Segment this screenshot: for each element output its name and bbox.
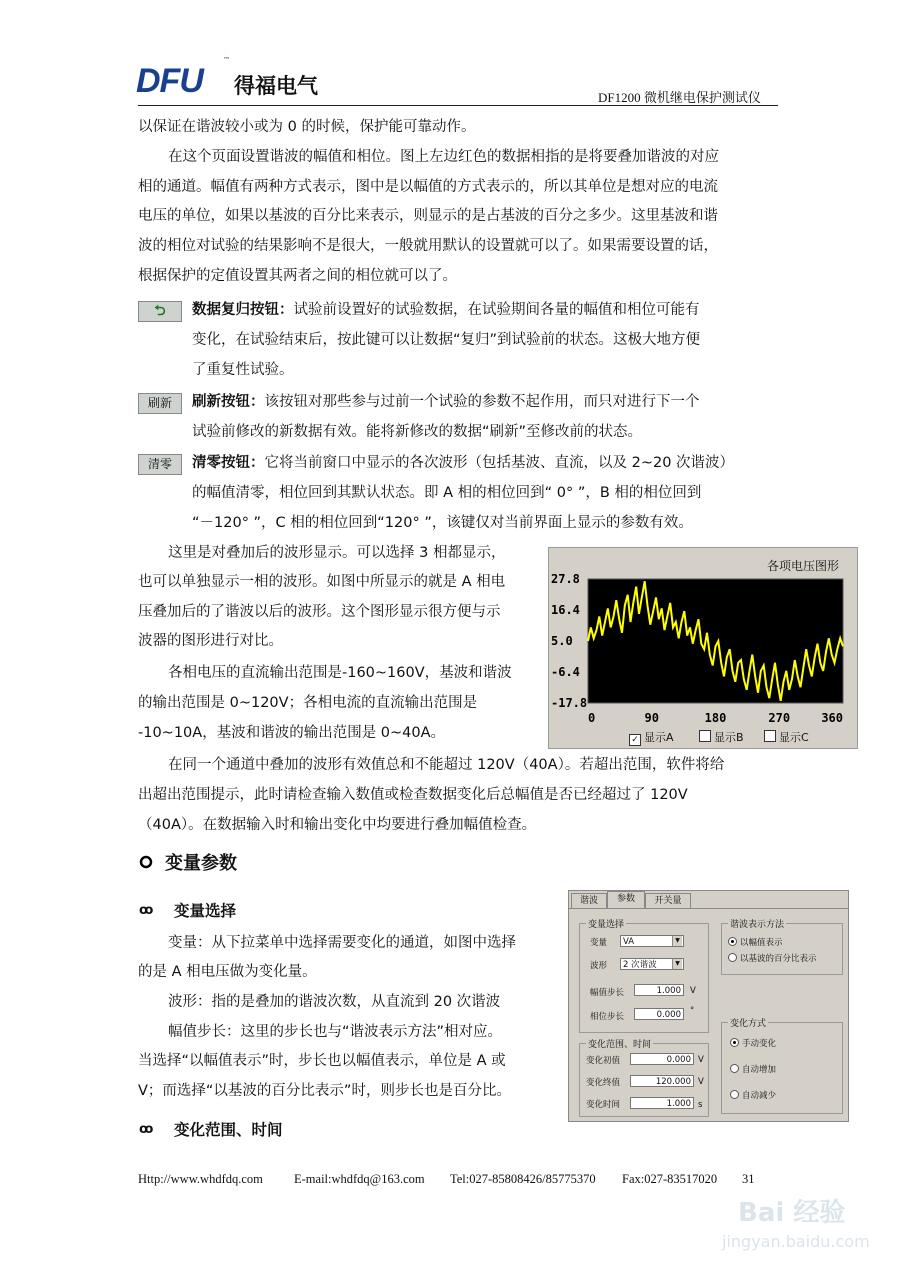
y-tick-label: 5.0 bbox=[551, 634, 573, 648]
paragraph-line: 的输出范围是 0~120V；各相电流的直流输出范围是 bbox=[138, 695, 478, 711]
checkbox-icon bbox=[764, 730, 776, 742]
paragraph-line: （40A）。在数据输入时和输出变化中均要进行叠加幅值检查。 bbox=[138, 817, 537, 833]
paragraph-line: V；而选择“以基波的百分比表示”时，则步长也是百分比。 bbox=[138, 1083, 511, 1099]
auto-increase-radio[interactable] bbox=[730, 1063, 776, 1075]
show-b-checkbox[interactable] bbox=[699, 729, 744, 745]
reset-desc-line3: 了重复性试验。 bbox=[192, 362, 294, 378]
radio-icon bbox=[730, 1090, 739, 1099]
clear-text: 它将当前窗口中显示的各次波形（包括基波、直流，以及 2~20 次谐波） bbox=[264, 455, 735, 471]
footer-tel: Tel:027-85808426/85775370 bbox=[450, 1172, 596, 1186]
var-label: 变量 bbox=[590, 938, 608, 948]
footer-fax: Fax:027-83517020 bbox=[622, 1172, 718, 1186]
watermark-brand: Bai 经验 bbox=[738, 1198, 846, 1228]
time-label: 变化时间 bbox=[586, 1100, 621, 1110]
reset-desc-line2: 变化，在试验结束后，按此键可以让数据“复归”到试验前的状态。这极大地方便 bbox=[192, 332, 701, 348]
reset-icon: ⮌ bbox=[138, 301, 182, 322]
bullet-icon: ꝏ bbox=[139, 1122, 154, 1137]
method-percent-radio[interactable] bbox=[728, 952, 817, 964]
x-tick-label: 0 bbox=[588, 711, 596, 725]
checkbox-checked-icon: ✓ bbox=[629, 734, 641, 746]
wave-label: 波形 bbox=[590, 961, 608, 971]
show-c-checkbox[interactable] bbox=[764, 729, 809, 745]
section-title: 变量参数 bbox=[165, 853, 237, 874]
phase-label: 相位步长 bbox=[590, 1012, 625, 1022]
x-tick-label: 90 bbox=[644, 711, 659, 725]
clear-desc-line1 bbox=[192, 449, 734, 478]
method-amplitude-radio[interactable] bbox=[728, 936, 783, 948]
reset-text: 试验前设置好的试验数据，在试验期间各量的幅值和相位可能有 bbox=[293, 302, 700, 318]
reset-desc-line1 bbox=[192, 296, 700, 325]
wave-value: 2 次谐波 bbox=[623, 960, 657, 970]
radio-label: 自动减少 bbox=[742, 1091, 777, 1101]
clear-icon: 清零 bbox=[138, 454, 182, 475]
group-title: 变量选择 bbox=[586, 917, 626, 930]
x-tick-label: 270 bbox=[768, 711, 791, 725]
group-title: 变化范围、时间 bbox=[586, 1037, 653, 1050]
document-title: DF1200 微机继电保护测试仪 bbox=[598, 90, 761, 105]
y-tick-label: 16.4 bbox=[551, 603, 580, 617]
paragraph-line: 波器的图形进行对比。 bbox=[138, 633, 283, 649]
watermark-site: jingyan.baidu.com bbox=[722, 1232, 870, 1251]
reset-title: 数据复归按钮： bbox=[192, 302, 294, 318]
refresh-desc-line1 bbox=[192, 388, 700, 417]
time-unit: s bbox=[698, 1100, 703, 1110]
method-group bbox=[721, 920, 843, 975]
legend-label: 显示B bbox=[714, 731, 744, 744]
clear-desc-line2: 的幅值清零，相位回到其默认状态。即 A 相的相位回到“ 0° ”，B 相的相位回到 bbox=[192, 485, 702, 501]
radio-label: 自动增加 bbox=[742, 1065, 777, 1075]
group-title: 变化方式 bbox=[728, 1016, 768, 1029]
paragraph-line: 的是 A 相电压做为变化量。 bbox=[138, 964, 317, 980]
paragraph-line: 在同一个通道中叠加的波形有效值总和不能超过 120V（40A）。若超出范围，软件将给 bbox=[168, 757, 725, 773]
paragraph-line: 波形：指的是叠加的谐波次数，从直流到 20 次谐波 bbox=[168, 994, 501, 1010]
waveform-svg bbox=[549, 548, 857, 748]
mode-group bbox=[721, 1019, 843, 1114]
chart-title: 各项电压图形 bbox=[767, 559, 840, 573]
clear-title: 清零按钮： bbox=[192, 455, 265, 471]
chevron-down-icon: ▼ bbox=[672, 959, 682, 969]
voltage-waveform-chart bbox=[548, 547, 858, 749]
legend-label: 显示A bbox=[644, 731, 674, 744]
bullet-icon: ꝏ bbox=[139, 903, 154, 918]
chevron-down-icon: ▼ bbox=[672, 936, 682, 946]
ring-icon bbox=[139, 855, 153, 869]
amp-step-input[interactable]: 1.000 bbox=[634, 984, 684, 996]
trademark: ™ bbox=[223, 56, 230, 64]
phase-unit: ° bbox=[690, 1006, 695, 1016]
end-unit: V bbox=[698, 1077, 704, 1087]
paragraph-line: 在这个页面设置谐波的幅值和相位。图上左边红色的数据相指的是将要叠加谐波的对应 bbox=[168, 149, 719, 165]
y-tick-label: -6.4 bbox=[551, 665, 580, 679]
show-a-checkbox[interactable] bbox=[629, 729, 674, 746]
company-name: 得福电气 bbox=[234, 74, 318, 98]
time-value-input[interactable]: 1.000 bbox=[630, 1097, 694, 1109]
tab-harmonic[interactable]: 谐波 bbox=[571, 893, 607, 908]
clear-desc-line3: “－120° ”，C 相的相位回到“120° ”，该键仅对当前界面上显示的参数有效。 bbox=[192, 515, 693, 531]
paragraph-line: 根据保护的定值设置其两者之间的相位就可以了。 bbox=[138, 268, 457, 284]
x-tick-label: 360 bbox=[821, 711, 843, 725]
page-number: 31 bbox=[742, 1172, 755, 1186]
radio-selected-icon bbox=[728, 937, 737, 946]
amp-unit: V bbox=[690, 986, 696, 996]
variable-group bbox=[579, 920, 709, 1033]
radio-label: 手动变化 bbox=[742, 1039, 777, 1049]
paragraph-line: 出超出范围提示，此时请检查输入数值或检查数据变化后总幅值是否已经超过了 120V bbox=[138, 787, 688, 803]
tab-divider bbox=[569, 908, 848, 909]
refresh-text: 该按钮对那些参与过前一个试验的参数不起作用，而只对进行下一个 bbox=[264, 394, 700, 410]
paragraph-line: 波的相位对试验的结果影响不是很大，一般就用默认的设置就可以了。如果需要设置的话， bbox=[138, 238, 718, 254]
refresh-title: 刷新按钮： bbox=[192, 394, 265, 410]
radio-icon bbox=[728, 953, 737, 962]
radio-icon bbox=[730, 1064, 739, 1073]
x-tick-label: 180 bbox=[704, 711, 727, 725]
paragraph-line: 当选择“以幅值表示”时，步长也以幅值表示，单位是 A 或 bbox=[138, 1053, 506, 1069]
paragraph-line: 各相电压的直流输出范围是-160~160V，基波和谐波 bbox=[168, 665, 512, 681]
legend-label: 显示C bbox=[779, 731, 809, 744]
y-tick-label: -17.8 bbox=[551, 696, 588, 710]
paragraph-line: 这里是对叠加后的波形显示。可以选择 3 相都显示， bbox=[168, 545, 506, 561]
company-logo: DFU bbox=[136, 62, 203, 100]
paragraph-line: 变量：从下拉菜单中选择需要变化的通道，如图中选择 bbox=[168, 935, 516, 951]
paragraph-line: 相的通道。幅值有两种方式表示，图中是以幅值的方式表示的，所以其单位是想对应的电流 bbox=[138, 179, 718, 195]
end-value-input[interactable]: 120.000 bbox=[630, 1075, 694, 1087]
header-rule bbox=[138, 105, 778, 106]
paragraph-line: -10~10A，基波和谐波的输出范围是 0~40A。 bbox=[138, 725, 446, 741]
end-label: 变化终值 bbox=[586, 1078, 621, 1088]
parameter-panel bbox=[568, 890, 849, 1122]
paragraph-line: 压叠加后的了谐波以后的波形。这个图形显示很方便与示 bbox=[138, 604, 501, 620]
var-select[interactable] bbox=[620, 935, 684, 947]
start-unit: V bbox=[698, 1055, 704, 1065]
wave-select[interactable] bbox=[620, 958, 684, 970]
subsection-title: 变量选择 bbox=[174, 902, 237, 920]
start-value-input[interactable]: 0.000 bbox=[630, 1053, 694, 1065]
radio-label: 以幅值表示 bbox=[740, 938, 783, 948]
manual-radio[interactable] bbox=[730, 1037, 776, 1049]
subsection-title: 变化范围、时间 bbox=[174, 1121, 283, 1139]
paragraph-line: 幅值步长：这里的步长也与“谐波表示方法”相对应。 bbox=[168, 1024, 503, 1040]
refresh-desc-line2: 试验前修改的新数据有效。能将新修改的数据“刷新”至修改前的状态。 bbox=[192, 424, 643, 440]
radio-selected-icon bbox=[730, 1038, 739, 1047]
start-label: 变化初值 bbox=[586, 1056, 621, 1066]
radio-label: 以基波的百分比表示 bbox=[740, 954, 817, 964]
paragraph-line: 电压的单位，如果以基波的百分比来表示，则显示的是占基波的百分之多少。这里基波和谐 bbox=[138, 208, 718, 224]
var-value: VA bbox=[623, 937, 635, 947]
group-title: 谐波表示方法 bbox=[728, 917, 786, 930]
paragraph-line: 以保证在谐波较小或为 0 的时候，保护能可靠动作。 bbox=[138, 119, 476, 135]
phase-step-input[interactable]: 0.000 bbox=[634, 1008, 684, 1020]
y-tick-label: 27.8 bbox=[551, 572, 580, 586]
refresh-icon: 刷新 bbox=[138, 393, 182, 414]
paragraph-line: 也可以单独显示一相的波形。如图中所显示的就是 A 相电 bbox=[138, 574, 506, 590]
amp-label: 幅值步长 bbox=[590, 988, 625, 998]
tab-switch[interactable]: 开关量 bbox=[645, 893, 691, 908]
tab-parameter[interactable]: 参数 bbox=[607, 891, 645, 908]
checkbox-icon bbox=[699, 730, 711, 742]
auto-decrease-radio[interactable] bbox=[730, 1089, 776, 1101]
range-group bbox=[579, 1040, 709, 1117]
footer-url[interactable]: Http://www.whdfdq.com bbox=[138, 1172, 263, 1186]
footer-email[interactable]: E-mail:whdfdq@163.com bbox=[294, 1172, 425, 1186]
